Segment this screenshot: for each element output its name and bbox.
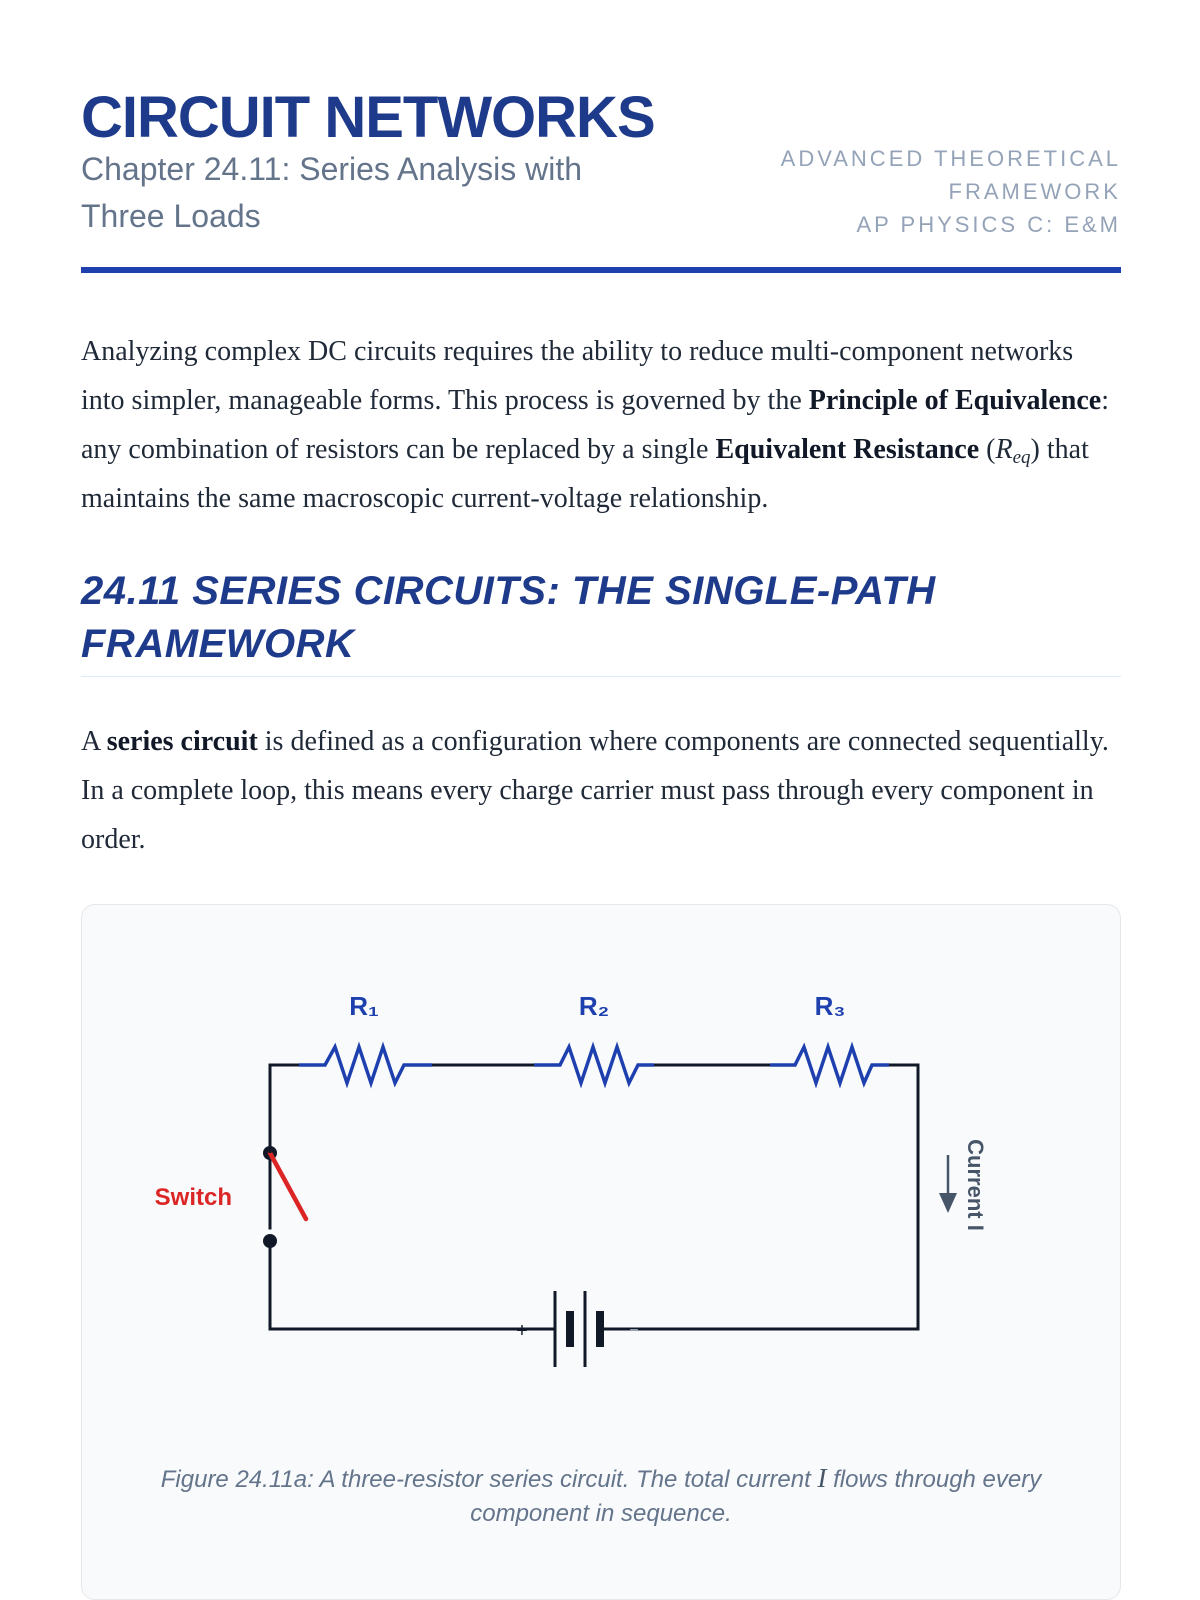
section-divider	[81, 676, 1121, 677]
course-meta	[761, 142, 1121, 241]
meta-line-2: FRAMEWORK	[948, 179, 1121, 204]
term-principle-of-equivalence: Principle of Equivalence	[808, 385, 1102, 416]
term-equivalent-resistance: Equivalent Resistance	[715, 434, 980, 465]
intro-paragraph	[81, 327, 1121, 523]
wire-left-upper	[270, 1065, 299, 1228]
switch-lever	[270, 1153, 306, 1219]
resistor-label-r2: R₂	[578, 991, 610, 1021]
intro-text-4: ) that maintains the same macroscopic current-voltage relationship.	[81, 434, 1089, 514]
caption-current-symbol: I	[817, 1463, 827, 1493]
wire-right	[633, 1065, 918, 1329]
current-arrow-icon	[939, 1155, 957, 1213]
document-title: CIRCUIT NETWORKS	[81, 85, 655, 150]
resistor-r3	[770, 1047, 889, 1083]
circuit-figure	[81, 904, 1121, 1600]
wire-bottom-left	[270, 1241, 545, 1329]
intro-text-3: (	[979, 434, 996, 465]
series-text-2: is defined as a configuration where components are connected sequentially. In a complete loop, this means every charge carrier must pass through every component in order.	[81, 726, 1109, 855]
switch-bottom-terminal	[263, 1234, 277, 1248]
resistor-label-r1: R₁	[349, 991, 379, 1021]
term-series-circuit: series circuit	[106, 726, 258, 757]
req-symbol: R	[995, 434, 1013, 465]
chapter-subtitle: Chapter 24.11: Series Analysis with Three Loads	[81, 151, 582, 234]
figure-caption	[122, 1461, 1080, 1531]
resistor-label-r3: R₃	[814, 991, 846, 1021]
req-subscript: eq	[1012, 447, 1031, 468]
battery	[545, 1291, 633, 1367]
switch-label: Switch	[154, 1184, 232, 1211]
section-heading: 24.11 SERIES CIRCUITS: THE SINGLE-PATH FRAMEWORK	[81, 569, 936, 666]
caption-text-1: Figure 24.11a: A three-resistor series circuit. The total current	[160, 1466, 818, 1493]
battery-plus-label: +	[516, 1320, 528, 1342]
series-text-1: A	[81, 726, 107, 757]
resistor-r1	[299, 1047, 432, 1083]
intro-text-1: Analyzing complex DC circuits requires the ability to reduce multi-component networks into simpler, manageable forms. This process is governed by the	[81, 336, 1074, 416]
header-divider	[81, 267, 1121, 273]
intro-text-2: : any combination of resistors can be replaced by a single	[81, 385, 1109, 465]
circuit-wires	[270, 1065, 918, 1329]
meta-line-3: AP PHYSICS C: E&M	[856, 212, 1121, 237]
meta-line-1: ADVANCED THEORETICAL	[780, 146, 1121, 171]
series-definition-paragraph	[81, 717, 1121, 864]
resistor-r2	[534, 1047, 654, 1083]
battery-minus-label: −	[629, 1322, 639, 1339]
resistors	[299, 1047, 889, 1083]
document-header	[81, 86, 1121, 276]
caption-text-2: flows through every component in sequence.	[470, 1466, 1042, 1527]
current-label: Current I	[963, 1139, 988, 1231]
